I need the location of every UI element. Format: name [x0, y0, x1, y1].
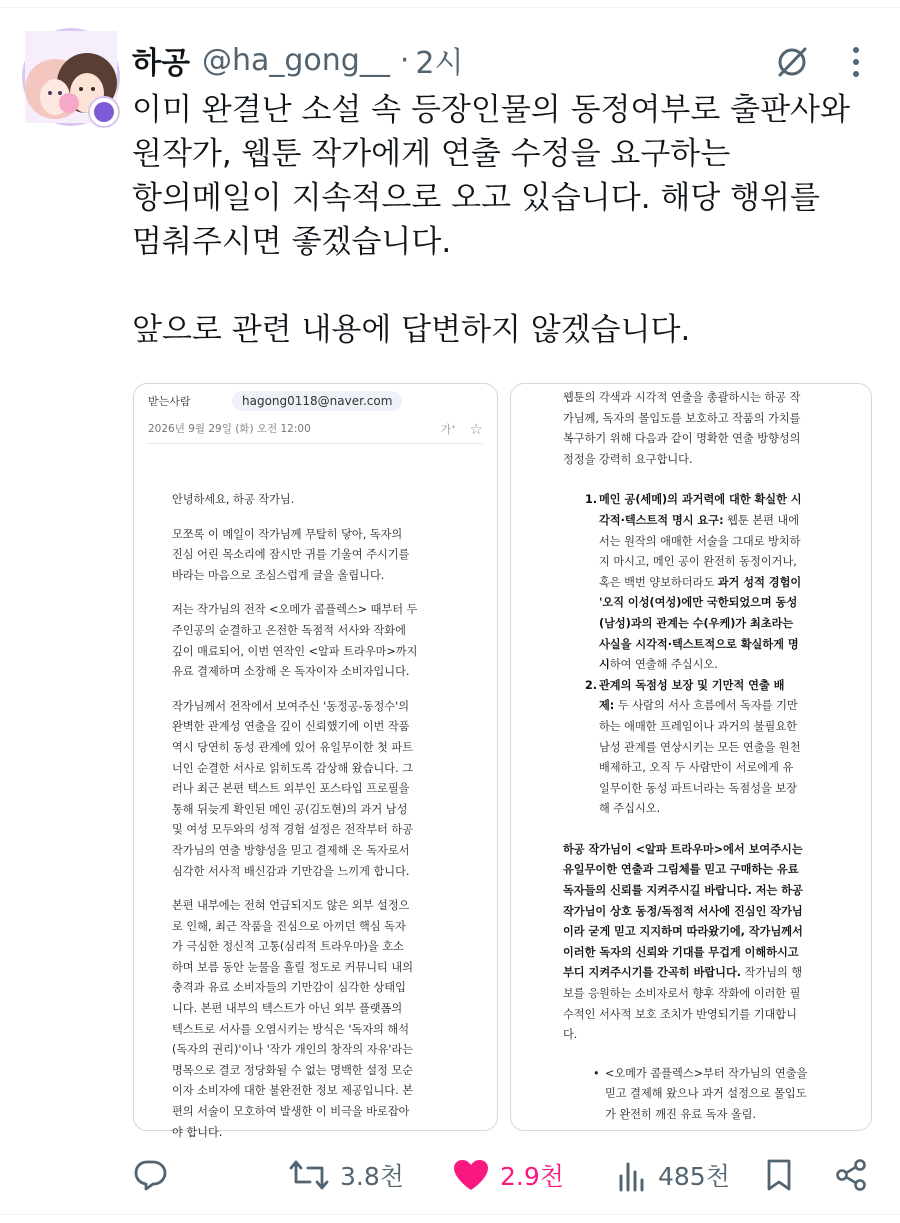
bold-text: 하공 작가님이 <알파 트라우마>에서 보여주시는 — [563, 842, 803, 856]
like-count: 2.9천 — [500, 1162, 564, 1191]
normal-text: 지 마시고, 메인 공이 완전히 동정이거나, — [599, 555, 797, 569]
normal-text: 하여 연출해 주십시오. — [609, 658, 718, 672]
repost-button[interactable] — [288, 1150, 404, 1200]
normal-text: 보를 응원하는 소비자로서 향후 작화에 이러한 필 — [563, 987, 801, 1001]
email-line: 바라는 마음으로 조심스럽게 글을 올립니다. — [172, 568, 385, 582]
display-name[interactable]: 하공 — [132, 46, 190, 81]
views-icon — [616, 1158, 648, 1192]
email-line: 주인공의 순결하고 온전한 독점적 서사와 작화에 — [172, 623, 406, 637]
normal-text: 두 사람의 서사 흐름에서 독자를 기만 — [614, 699, 798, 713]
email-line: 유료 결제하며 소장해 온 독자이자 소비자입니다. — [172, 665, 410, 679]
bold-text: 제: — [599, 699, 615, 713]
reply-icon — [133, 1158, 167, 1192]
email-line: 가님께, 독자의 몰입도를 보호하고 작품의 가치를 — [563, 411, 801, 425]
bold-text: 독자들의 신뢰를 지켜주시길 바랍니다. 저는 하공 — [563, 884, 803, 898]
email-line — [563, 840, 855, 861]
email-line — [599, 799, 855, 820]
email-line — [563, 922, 855, 943]
email-line — [563, 943, 855, 964]
attached-image-right[interactable] — [510, 383, 872, 1131]
email-line — [599, 779, 855, 800]
email-paragraph — [172, 525, 481, 587]
font-size-icon: 가ᐩ — [440, 422, 456, 436]
email-line: 통해 뒤늦게 확인된 메인 공(김도현)의 과거 남성 — [172, 802, 408, 816]
email-line — [563, 860, 855, 881]
email-line: 편의 서술이 모호하여 발생한 이 비극을 바로잡아 — [172, 1105, 410, 1119]
bookmark-button[interactable] — [764, 1150, 804, 1200]
normal-text: 남성 관계를 연상시키는 모든 연출을 원천 — [599, 740, 801, 754]
like-button[interactable] — [452, 1150, 564, 1200]
bold-text: 유일무이한 연출과 그림체를 믿고 구매하는 유료 — [563, 863, 799, 877]
share-icon — [834, 1158, 868, 1192]
email-line: 텍스트로 서사를 오염시키는 방식은 '독자의 해석 — [172, 1022, 409, 1036]
email-line: <오메가 콤플렉스>부터 작가님의 연출을 — [605, 1066, 808, 1080]
verified-badge — [88, 96, 120, 128]
email-line — [563, 984, 855, 1005]
bold-text: 사실을 시각적·텍스트적으로 확실하게 명 — [599, 637, 799, 651]
star-icon: ☆ — [469, 419, 483, 438]
views-count: 485천 — [658, 1162, 730, 1191]
email-line: 저는 작가님의 전작 <오메가 콤플렉스> 때부터 두 — [172, 603, 418, 617]
requirement-item — [563, 676, 855, 820]
bold-text: '오직 이성(여성)에만 국한되었으며 동성 — [599, 596, 798, 610]
email-line — [599, 635, 855, 656]
tweet-time[interactable]: 2시 — [415, 46, 464, 81]
recipient-label: 받는사람 — [148, 395, 191, 408]
email-line: 모쪼록 이 메일이 작가님께 무탈히 닿아, 독자의 — [172, 527, 403, 541]
reply-button[interactable] — [133, 1150, 177, 1200]
normal-text: 수적인 서사적 보호 조치가 반영되기를 기대합니 — [563, 1007, 797, 1021]
email-date: 2026년 9월 29일 (화) 오전 12:00 — [148, 423, 311, 435]
email-line: 충격과 유료 소비자들의 기만감이 심각한 상태입 — [172, 981, 406, 995]
email-line — [599, 552, 855, 573]
item-number: 1. — [585, 493, 598, 507]
bold-text: 이러한 독자의 신뢰와 기대를 무겁게 이해하시고 — [563, 945, 799, 959]
email-line — [599, 717, 855, 738]
bold-text: (남성)과의 관계는 수(우케)가 최초라는 — [599, 616, 794, 630]
bookmark-icon — [764, 1158, 794, 1192]
recipient-chip: hagong0118@naver.com — [232, 391, 402, 411]
repost-icon — [288, 1158, 330, 1192]
email-line: 복구하기 위해 다음과 같이 명확한 연출 방향성의 — [563, 432, 801, 446]
email-line: 진심 어린 목소리에 잠시만 귀를 기울여 주시기를 — [172, 548, 410, 562]
tweet-line: 원작가, 웹툰 작가에게 연출 수정을 요구하는 — [132, 136, 731, 172]
email-line: 니다. 본편 내부의 텍스트가 아닌 외부 플랫폼의 — [172, 1002, 403, 1016]
email-line — [563, 881, 855, 902]
email-line — [599, 676, 855, 697]
email-line: 웹툰의 각색과 시각적 연출을 총괄하시는 하공 작 — [563, 391, 801, 404]
email-line — [599, 593, 855, 614]
repost-count: 3.8천 — [340, 1162, 404, 1191]
normal-text: 서는 원작의 애매한 서술을 그대로 방치하 — [599, 534, 801, 548]
email-line: 로 인해, 최근 작품을 진심으로 아끼던 핵심 독자 — [172, 919, 406, 933]
tweet-line: 이미 완결난 소설 속 등장인물의 동정여부로 출판사와 — [132, 92, 850, 128]
email-line — [563, 1025, 855, 1046]
closing-paragraph — [563, 840, 855, 1046]
bold-text: 관계의 독점성 보장 및 기만적 연출 배 — [599, 678, 785, 692]
email-header — [134, 384, 497, 444]
email-paragraph — [172, 697, 481, 882]
email-paragraph — [172, 600, 481, 682]
more-icon[interactable] — [842, 42, 870, 82]
email-line — [563, 1005, 855, 1026]
bold-text: 부디 지켜주시기를 간곡히 바랍니다. — [563, 966, 742, 980]
user-handle[interactable]: @ha_gong__ — [201, 42, 390, 78]
normal-text: 해 주십시오. — [599, 802, 661, 816]
email-line — [599, 532, 855, 553]
email-line — [563, 963, 855, 984]
bold-text: 메인 공(세메)의 과거력에 대한 확실한 시 — [599, 493, 802, 507]
tweet-line: 멈춰주시면 좋겠습니다. — [132, 224, 452, 260]
bold-text: 이라 굳게 믿고 지지하며 따라왔기에, 작가님께서 — [563, 925, 803, 939]
email-body-right — [511, 384, 871, 1126]
email-line: (독자의 권리)'이나 '작가 개인의 창작의 자유'라는 — [172, 1043, 414, 1057]
views-button[interactable] — [616, 1150, 730, 1200]
bold-text: 과거 성적 경험이 — [717, 575, 802, 589]
email-line: 정정을 강력히 요구합니다. — [563, 452, 693, 466]
email-line: 심각한 서사적 배신감과 기만감을 느끼게 합니다. — [172, 864, 410, 878]
bold-text: 각적·텍스트적 명시 요구: — [599, 513, 724, 527]
email-line — [599, 614, 855, 635]
requirement-item — [563, 490, 855, 675]
top-divider — [0, 0, 900, 8]
email-line: 명목으로 결코 정당화될 수 없는 명백한 설정 모순 — [172, 1063, 414, 1077]
email-line — [599, 490, 855, 511]
normal-text: 작가님의 행 — [741, 966, 803, 980]
email-line — [563, 902, 855, 923]
email-line: 완벽한 관계성 연출을 깊이 신뢰했기에 이번 작품 — [172, 720, 410, 734]
email-line: 하며 보름 동안 눈물을 흘릴 정도로 커뮤니티 내의 — [172, 960, 414, 974]
item-number: 2. — [585, 678, 598, 692]
normal-text: 웹툰 본편 내에 — [723, 513, 800, 527]
email-line: 작가님의 연출 방향성을 믿고 결제해 온 독자로서 — [172, 843, 410, 857]
bullet-mark: • — [593, 1066, 600, 1080]
signature-bullet — [563, 1064, 855, 1126]
bold-text: 작가님이 상호 동정/독점적 서사에 진심인 작가님 — [563, 904, 803, 918]
email-line: 작가님께서 전작에서 보여주신 '동정공-동정수'의 — [172, 699, 409, 713]
email-line — [599, 738, 855, 759]
normal-text: 하는 애매한 프레임이나 과거의 불필요한 — [599, 719, 797, 733]
email-line — [599, 511, 855, 532]
action-bar — [0, 1150, 900, 1200]
badge-dot — [94, 102, 114, 122]
tweet-line: 앞으로 관련 내용에 답변하지 않겠습니다. — [132, 312, 691, 348]
email-line: 가 극심한 정신적 고통(심리적 트라우마)을 호소 — [172, 940, 404, 954]
email-line — [599, 758, 855, 779]
email-paragraph — [172, 896, 481, 1143]
tweet-text — [132, 88, 882, 352]
normal-text: 배제하고, 오직 두 사람만이 서로에게 유 — [599, 761, 794, 775]
grok-icon[interactable] — [772, 42, 812, 82]
attached-image-left[interactable] — [133, 383, 498, 1139]
bottom-divider — [0, 1214, 900, 1215]
email-line: 안녕하세요, 하공 작가님. — [172, 493, 295, 506]
email-line — [599, 573, 855, 594]
email-line: 깊이 매료되어, 이번 연작인 <알파 트라우마>까지 — [172, 644, 418, 658]
bold-text: 시 — [599, 658, 610, 672]
email-body-left — [134, 444, 497, 1143]
email-line: 이자 소비자에 대한 불완전한 정보 제공입니다. 본 — [172, 1084, 414, 1098]
tweet-line: 항의메일이 지속적으로 오고 있습니다. 해당 행위를 — [132, 180, 820, 216]
requirement-list — [563, 490, 855, 820]
separator-dot: · — [399, 42, 410, 78]
normal-text: 혹은 백번 양보하더라도 — [599, 575, 718, 589]
email-paragraph — [172, 490, 481, 511]
tweet-header — [132, 38, 463, 82]
email-line: 러나 최근 본편 텍스트 외부인 포스타입 프로필을 — [172, 782, 410, 796]
email-line: 및 여성 모두와의 성적 경험 설정은 전작부터 하공 — [172, 823, 414, 837]
email-line: 믿고 결제해 왔으나 과거 설정으로 몰입도 — [605, 1087, 807, 1101]
heart-icon — [452, 1158, 490, 1192]
email-line — [599, 655, 855, 676]
email-line: 가 완전히 깨진 유료 독자 올림. — [605, 1108, 757, 1121]
email-line — [599, 696, 855, 717]
email-line: 본편 내부에는 전혀 언급되지도 않은 외부 설정으 — [172, 899, 410, 913]
share-button[interactable] — [834, 1150, 878, 1200]
normal-text: 다. — [563, 1028, 578, 1042]
email-line: 야 합니다. — [172, 1125, 223, 1139]
email-line: 역시 당연히 동성 관계에 있어 유일무이한 첫 파트 — [172, 740, 414, 754]
email-line: 너인 순결한 서사로 읽히도록 감상해 왔습니다. 그 — [172, 761, 414, 775]
normal-text: 일무이한 동성 파트너라는 독점성을 보장 — [599, 781, 797, 795]
